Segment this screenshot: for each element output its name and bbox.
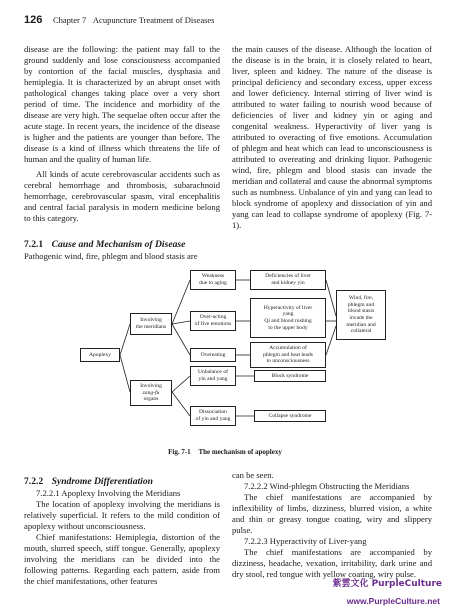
paragraph: The location of apoplexy involving the meridians is relatively superficial. It refers to the mild condition of apoplexy without unconsciousness. xyxy=(24,499,220,531)
box-collapse-syndrome: Collapse syndrome xyxy=(254,410,326,422)
purpleculture-watermark xyxy=(332,576,442,612)
paragraph: disease are the following: the patient may fall to the ground suddenly and lose consciousness accompanied by contortion of the facial muscles, dysphasia and hemiplegia. It is characterized by an abrupt onset with pathological changes taking place over a very short period of time. The incidence and morbidity of the disease are very high. The sequelae often occur after the acute stage. In recent years, the incidence of the disease is higher and the patients are younger than before. The disease is a kind of illness which threatens the life of human and the quality of human life. xyxy=(24,44,220,164)
box-overeating: Overeating xyxy=(190,348,236,362)
chapter-label: Chapter 7 xyxy=(52,15,87,25)
right-column-top xyxy=(232,44,432,231)
box-deficiencies-liver-kidney: Deficiencies of liver and kidney yin xyxy=(250,270,326,290)
subsection-heading: 7.2.2.3 Hyperactivity of Liver-yang xyxy=(244,536,367,546)
section-number: 7.2.1 xyxy=(24,239,44,250)
box-overacting: Over-acting of five emotions xyxy=(190,311,236,331)
section-title: Syndrome Differentiation xyxy=(51,476,153,487)
chapter-title: Acupuncture Treatment of Diseases xyxy=(92,15,215,25)
page-number: 126 xyxy=(24,14,43,26)
section-heading xyxy=(24,239,434,250)
paragraph: Chief manifestations: Hemiplegia, distortion of the mouth, slurred speech, stiff tongue. Generally, apoplexy involving the meridians can be divided into the following patterns. Regarding each pattern, aside from the chief manifestations, other features xyxy=(24,532,220,586)
box-dissociation: Dissociation of yin and yang xyxy=(190,406,236,426)
paragraph: the main causes of the disease. Although the location of the disease is in the brain, it is closely related to heart, liver, spleen and kidney. The nature of the disease is principal deficiency and secondary excess, upper excess and lower deficiency. Internal stirring of liver wind is attributed to water failing to nourish wood because of deficiencies of liver and kidney yin or aging and congenital weakness. Hyperactivity of liver yang is attributed to overacting of five emotions. Accumulation of phlegm and heat which can lead to unconsciousness is attributed to overeating and drinking liquor. Pathogenic wind, fire, phlegm and blood stasis can invade the meridian and collateral and cause the abnormal symptoms such as numbness. Unbalance of yin and yang can lead to block syndrome of apoplexy and dissociation of yin and yang can lead to collapse syndrome of apoplexy (Fig. 7-1). xyxy=(232,44,432,230)
watermark-url: www.PurpleCulture.net xyxy=(346,596,440,606)
box-hyperactivity-liver-yang: Hyperactivity of liver yang Qi and blood rushing to the upper body xyxy=(250,298,326,338)
box-apoplexy: Apoplexy xyxy=(80,348,120,362)
box-involving-zangfu: Involving zang-fu organs xyxy=(130,380,172,406)
section-heading xyxy=(24,476,220,487)
paragraph: can be seen. xyxy=(232,470,274,480)
figure-label: Fig. 7-1 xyxy=(168,448,191,456)
figure-caption xyxy=(0,448,450,456)
right-column-bottom xyxy=(232,470,432,580)
box-weakness: Weakness due to aging xyxy=(190,270,236,290)
box-involving-meridians: Involving the meridians xyxy=(130,313,172,335)
paragraph: The chief manifestations are accompanied by dizziness, headache, vexation, irritability, dark urine and dry stool, red tongue with yellow coating, wiry pulse. xyxy=(232,547,432,579)
section-title: Cause and Mechanism of Disease xyxy=(51,239,186,250)
purpleculture-logo: 紫雲文化 PurpleCulture xyxy=(332,579,442,589)
figure-caption-text: The mechanism of apoplexy xyxy=(198,448,282,456)
page-header xyxy=(24,14,434,28)
box-accumulation-phlegm: Accumulation of phlegm and heat leads to unconsciousness xyxy=(250,342,326,368)
subsection-heading: 7.2.2.1 Apoplexy Involving the Meridians xyxy=(36,488,181,498)
section-number: 7.2.2 xyxy=(24,476,44,487)
paragraph: All kinds of acute cerebrovascular accidents such as cerebral hemorrhage and thrombosis, subarachnoid hemorrhage, cerebrovascular spasm, viral encephalitis and central facial paralysis in modern medicine belong to this category. xyxy=(24,169,220,223)
box-wind-fire-phlegm: Wind, fire, phlegm and blood stasis invade the meridian and collateral xyxy=(336,290,386,340)
paragraph: The chief manifestations are accompanied by inflexibility of limbs, dizziness, blurred vision, a white and thin or greasy tongue coating, wiry and slippery pulse. xyxy=(232,492,432,535)
box-unbalance: Unbalance of yin and yang xyxy=(190,366,236,386)
subsection-heading: 7.2.2.2 Wind-phlegm Obstructing the Meridians xyxy=(244,481,410,491)
box-block-syndrome: Block syndrome xyxy=(254,370,326,382)
left-column-top xyxy=(24,44,220,224)
mechanism-diagram xyxy=(80,268,410,444)
paragraph: Pathogenic wind, fire, phlegm and blood stasis are xyxy=(24,251,198,261)
left-column-bottom xyxy=(24,476,220,587)
section-7-2-1 xyxy=(24,239,434,262)
